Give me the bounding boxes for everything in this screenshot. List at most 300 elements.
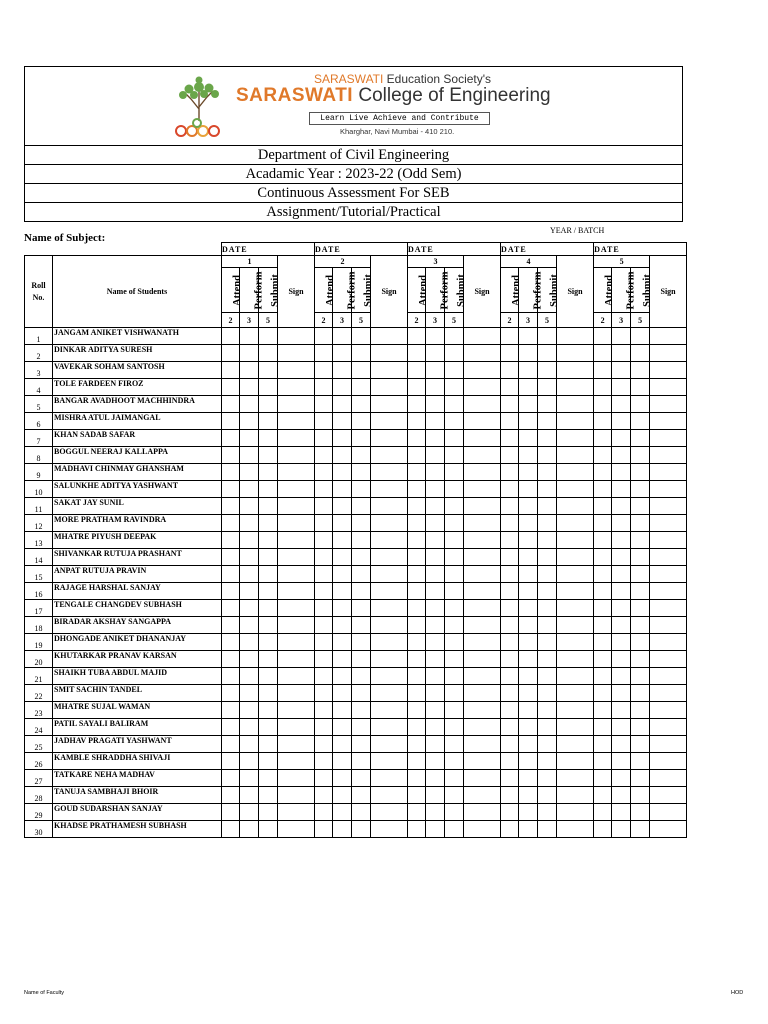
attend-cell[interactable] xyxy=(408,821,426,838)
submit-cell[interactable] xyxy=(631,396,650,413)
submit-cell[interactable] xyxy=(352,668,371,685)
perform-cell[interactable] xyxy=(426,498,445,515)
sign-cell[interactable] xyxy=(650,583,687,600)
attend-cell[interactable] xyxy=(222,685,240,702)
attend-cell[interactable] xyxy=(315,702,333,719)
perform-cell[interactable] xyxy=(333,481,352,498)
attend-cell[interactable] xyxy=(408,549,426,566)
perform-cell[interactable] xyxy=(333,345,352,362)
attend-cell[interactable] xyxy=(594,719,612,736)
attend-cell[interactable] xyxy=(315,549,333,566)
sign-cell[interactable] xyxy=(557,600,594,617)
attend-cell[interactable] xyxy=(315,362,333,379)
submit-cell[interactable] xyxy=(352,464,371,481)
sign-cell[interactable] xyxy=(371,668,408,685)
sign-cell[interactable] xyxy=(557,702,594,719)
submit-cell[interactable] xyxy=(259,821,278,838)
perform-cell[interactable] xyxy=(240,600,259,617)
submit-cell[interactable] xyxy=(352,787,371,804)
attend-cell[interactable] xyxy=(222,770,240,787)
perform-cell[interactable] xyxy=(519,702,538,719)
attend-cell[interactable] xyxy=(408,668,426,685)
submit-cell[interactable] xyxy=(445,362,464,379)
attend-cell[interactable] xyxy=(501,787,519,804)
submit-cell[interactable] xyxy=(445,787,464,804)
attend-cell[interactable] xyxy=(222,617,240,634)
attend-cell[interactable] xyxy=(222,413,240,430)
perform-cell[interactable] xyxy=(240,668,259,685)
attend-cell[interactable] xyxy=(408,702,426,719)
sign-cell[interactable] xyxy=(278,617,315,634)
perform-cell[interactable] xyxy=(426,464,445,481)
submit-cell[interactable] xyxy=(631,430,650,447)
sign-cell[interactable] xyxy=(464,634,501,651)
sign-cell[interactable] xyxy=(650,736,687,753)
perform-cell[interactable] xyxy=(612,532,631,549)
attend-cell[interactable] xyxy=(222,345,240,362)
perform-cell[interactable] xyxy=(612,685,631,702)
sign-cell[interactable] xyxy=(650,549,687,566)
perform-cell[interactable] xyxy=(240,515,259,532)
attend-cell[interactable] xyxy=(315,515,333,532)
perform-cell[interactable] xyxy=(333,566,352,583)
sign-cell[interactable] xyxy=(278,719,315,736)
sign-cell[interactable] xyxy=(650,770,687,787)
perform-cell[interactable] xyxy=(333,396,352,413)
sign-cell[interactable] xyxy=(650,804,687,821)
submit-cell[interactable] xyxy=(445,447,464,464)
sign-cell[interactable] xyxy=(278,481,315,498)
attend-cell[interactable] xyxy=(594,804,612,821)
sign-cell[interactable] xyxy=(371,498,408,515)
sign-cell[interactable] xyxy=(557,634,594,651)
submit-cell[interactable] xyxy=(445,821,464,838)
submit-cell[interactable] xyxy=(631,804,650,821)
sign-cell[interactable] xyxy=(278,821,315,838)
perform-cell[interactable] xyxy=(612,787,631,804)
attend-cell[interactable] xyxy=(222,464,240,481)
attend-cell[interactable] xyxy=(594,379,612,396)
perform-cell[interactable] xyxy=(333,379,352,396)
attend-cell[interactable] xyxy=(408,753,426,770)
attend-cell[interactable] xyxy=(315,600,333,617)
submit-cell[interactable] xyxy=(631,617,650,634)
sign-cell[interactable] xyxy=(557,651,594,668)
attend-cell[interactable] xyxy=(501,770,519,787)
attend-cell[interactable] xyxy=(222,651,240,668)
sign-cell[interactable] xyxy=(278,583,315,600)
submit-cell[interactable] xyxy=(352,413,371,430)
submit-cell[interactable] xyxy=(445,685,464,702)
sign-cell[interactable] xyxy=(464,651,501,668)
perform-cell[interactable] xyxy=(426,600,445,617)
sign-cell[interactable] xyxy=(650,345,687,362)
attend-cell[interactable] xyxy=(222,498,240,515)
attend-cell[interactable] xyxy=(501,345,519,362)
perform-cell[interactable] xyxy=(240,702,259,719)
submit-cell[interactable] xyxy=(631,600,650,617)
submit-cell[interactable] xyxy=(538,634,557,651)
perform-cell[interactable] xyxy=(333,430,352,447)
sign-cell[interactable] xyxy=(650,464,687,481)
submit-cell[interactable] xyxy=(538,413,557,430)
submit-cell[interactable] xyxy=(538,362,557,379)
attend-cell[interactable] xyxy=(408,634,426,651)
sign-cell[interactable] xyxy=(278,685,315,702)
submit-cell[interactable] xyxy=(352,685,371,702)
perform-cell[interactable] xyxy=(519,566,538,583)
submit-cell[interactable] xyxy=(352,532,371,549)
sign-cell[interactable] xyxy=(650,481,687,498)
submit-cell[interactable] xyxy=(631,583,650,600)
attend-cell[interactable] xyxy=(501,447,519,464)
perform-cell[interactable] xyxy=(612,770,631,787)
perform-cell[interactable] xyxy=(612,379,631,396)
attend-cell[interactable] xyxy=(315,770,333,787)
perform-cell[interactable] xyxy=(519,753,538,770)
perform-cell[interactable] xyxy=(426,685,445,702)
submit-cell[interactable] xyxy=(259,328,278,345)
perform-cell[interactable] xyxy=(333,719,352,736)
attend-cell[interactable] xyxy=(501,396,519,413)
submit-cell[interactable] xyxy=(352,821,371,838)
sign-cell[interactable] xyxy=(464,464,501,481)
perform-cell[interactable] xyxy=(426,345,445,362)
sign-cell[interactable] xyxy=(650,498,687,515)
attend-cell[interactable] xyxy=(501,685,519,702)
submit-cell[interactable] xyxy=(538,396,557,413)
perform-cell[interactable] xyxy=(612,328,631,345)
sign-cell[interactable] xyxy=(371,685,408,702)
submit-cell[interactable] xyxy=(352,719,371,736)
attend-cell[interactable] xyxy=(501,600,519,617)
perform-cell[interactable] xyxy=(240,804,259,821)
sign-cell[interactable] xyxy=(464,804,501,821)
attend-cell[interactable] xyxy=(222,719,240,736)
perform-cell[interactable] xyxy=(519,668,538,685)
submit-cell[interactable] xyxy=(538,651,557,668)
submit-cell[interactable] xyxy=(631,634,650,651)
attend-cell[interactable] xyxy=(501,617,519,634)
sign-cell[interactable] xyxy=(557,345,594,362)
attend-cell[interactable] xyxy=(408,498,426,515)
perform-cell[interactable] xyxy=(519,787,538,804)
submit-cell[interactable] xyxy=(259,566,278,583)
submit-cell[interactable] xyxy=(445,430,464,447)
attend-cell[interactable] xyxy=(594,362,612,379)
perform-cell[interactable] xyxy=(519,532,538,549)
submit-cell[interactable] xyxy=(259,617,278,634)
attend-cell[interactable] xyxy=(501,753,519,770)
submit-cell[interactable] xyxy=(352,566,371,583)
attend-cell[interactable] xyxy=(315,736,333,753)
attend-cell[interactable] xyxy=(222,668,240,685)
submit-cell[interactable] xyxy=(352,481,371,498)
sign-cell[interactable] xyxy=(278,770,315,787)
sign-cell[interactable] xyxy=(371,379,408,396)
perform-cell[interactable] xyxy=(612,804,631,821)
submit-cell[interactable] xyxy=(352,634,371,651)
perform-cell[interactable] xyxy=(426,362,445,379)
submit-cell[interactable] xyxy=(445,583,464,600)
submit-cell[interactable] xyxy=(631,651,650,668)
submit-cell[interactable] xyxy=(538,328,557,345)
submit-cell[interactable] xyxy=(538,685,557,702)
sign-cell[interactable] xyxy=(464,600,501,617)
perform-cell[interactable] xyxy=(333,804,352,821)
perform-cell[interactable] xyxy=(519,396,538,413)
attend-cell[interactable] xyxy=(408,464,426,481)
submit-cell[interactable] xyxy=(538,430,557,447)
perform-cell[interactable] xyxy=(612,821,631,838)
perform-cell[interactable] xyxy=(240,481,259,498)
sign-cell[interactable] xyxy=(557,770,594,787)
submit-cell[interactable] xyxy=(631,549,650,566)
perform-cell[interactable] xyxy=(612,515,631,532)
sign-cell[interactable] xyxy=(464,583,501,600)
submit-cell[interactable] xyxy=(259,532,278,549)
perform-cell[interactable] xyxy=(612,583,631,600)
attend-cell[interactable] xyxy=(222,515,240,532)
submit-cell[interactable] xyxy=(538,464,557,481)
sign-cell[interactable] xyxy=(464,430,501,447)
perform-cell[interactable] xyxy=(333,447,352,464)
perform-cell[interactable] xyxy=(612,396,631,413)
submit-cell[interactable] xyxy=(352,651,371,668)
sign-cell[interactable] xyxy=(278,362,315,379)
submit-cell[interactable] xyxy=(259,430,278,447)
attend-cell[interactable] xyxy=(501,464,519,481)
sign-cell[interactable] xyxy=(650,634,687,651)
submit-cell[interactable] xyxy=(445,719,464,736)
sign-cell[interactable] xyxy=(371,804,408,821)
sign-cell[interactable] xyxy=(464,345,501,362)
sign-cell[interactable] xyxy=(371,464,408,481)
attend-cell[interactable] xyxy=(315,413,333,430)
attend-cell[interactable] xyxy=(222,753,240,770)
attend-cell[interactable] xyxy=(594,736,612,753)
perform-cell[interactable] xyxy=(426,634,445,651)
sign-cell[interactable] xyxy=(650,447,687,464)
submit-cell[interactable] xyxy=(538,532,557,549)
perform-cell[interactable] xyxy=(426,736,445,753)
attend-cell[interactable] xyxy=(315,345,333,362)
sign-cell[interactable] xyxy=(557,668,594,685)
sign-cell[interactable] xyxy=(371,719,408,736)
sign-cell[interactable] xyxy=(557,549,594,566)
sign-cell[interactable] xyxy=(278,328,315,345)
sign-cell[interactable] xyxy=(650,685,687,702)
attend-cell[interactable] xyxy=(594,702,612,719)
perform-cell[interactable] xyxy=(240,396,259,413)
perform-cell[interactable] xyxy=(519,821,538,838)
attend-cell[interactable] xyxy=(594,668,612,685)
attend-cell[interactable] xyxy=(408,685,426,702)
sign-cell[interactable] xyxy=(278,498,315,515)
sign-cell[interactable] xyxy=(557,328,594,345)
attend-cell[interactable] xyxy=(594,821,612,838)
perform-cell[interactable] xyxy=(519,362,538,379)
sign-cell[interactable] xyxy=(464,498,501,515)
perform-cell[interactable] xyxy=(333,651,352,668)
perform-cell[interactable] xyxy=(519,651,538,668)
perform-cell[interactable] xyxy=(333,583,352,600)
attend-cell[interactable] xyxy=(222,447,240,464)
perform-cell[interactable] xyxy=(612,464,631,481)
sign-cell[interactable] xyxy=(464,532,501,549)
attend-cell[interactable] xyxy=(594,753,612,770)
sign-cell[interactable] xyxy=(650,753,687,770)
submit-cell[interactable] xyxy=(259,481,278,498)
submit-cell[interactable] xyxy=(631,770,650,787)
attend-cell[interactable] xyxy=(315,685,333,702)
submit-cell[interactable] xyxy=(352,498,371,515)
submit-cell[interactable] xyxy=(352,328,371,345)
submit-cell[interactable] xyxy=(631,702,650,719)
perform-cell[interactable] xyxy=(240,651,259,668)
perform-cell[interactable] xyxy=(333,328,352,345)
sign-cell[interactable] xyxy=(557,736,594,753)
sign-cell[interactable] xyxy=(557,532,594,549)
perform-cell[interactable] xyxy=(519,413,538,430)
perform-cell[interactable] xyxy=(519,685,538,702)
perform-cell[interactable] xyxy=(426,532,445,549)
sign-cell[interactable] xyxy=(650,651,687,668)
sign-cell[interactable] xyxy=(371,583,408,600)
submit-cell[interactable] xyxy=(352,515,371,532)
attend-cell[interactable] xyxy=(408,430,426,447)
submit-cell[interactable] xyxy=(445,498,464,515)
submit-cell[interactable] xyxy=(631,753,650,770)
sign-cell[interactable] xyxy=(278,345,315,362)
attend-cell[interactable] xyxy=(408,719,426,736)
attend-cell[interactable] xyxy=(408,345,426,362)
sign-cell[interactable] xyxy=(371,736,408,753)
perform-cell[interactable] xyxy=(519,481,538,498)
submit-cell[interactable] xyxy=(352,753,371,770)
sign-cell[interactable] xyxy=(650,362,687,379)
submit-cell[interactable] xyxy=(445,379,464,396)
submit-cell[interactable] xyxy=(352,583,371,600)
submit-cell[interactable] xyxy=(538,770,557,787)
sign-cell[interactable] xyxy=(557,753,594,770)
submit-cell[interactable] xyxy=(259,736,278,753)
perform-cell[interactable] xyxy=(240,447,259,464)
perform-cell[interactable] xyxy=(519,328,538,345)
attend-cell[interactable] xyxy=(594,600,612,617)
attend-cell[interactable] xyxy=(501,328,519,345)
attend-cell[interactable] xyxy=(501,362,519,379)
submit-cell[interactable] xyxy=(259,549,278,566)
attend-cell[interactable] xyxy=(315,481,333,498)
submit-cell[interactable] xyxy=(352,447,371,464)
sign-cell[interactable] xyxy=(278,787,315,804)
submit-cell[interactable] xyxy=(445,566,464,583)
perform-cell[interactable] xyxy=(426,719,445,736)
sign-cell[interactable] xyxy=(557,787,594,804)
perform-cell[interactable] xyxy=(426,787,445,804)
perform-cell[interactable] xyxy=(612,481,631,498)
perform-cell[interactable] xyxy=(612,702,631,719)
submit-cell[interactable] xyxy=(352,617,371,634)
sign-cell[interactable] xyxy=(371,787,408,804)
perform-cell[interactable] xyxy=(240,753,259,770)
sign-cell[interactable] xyxy=(650,600,687,617)
perform-cell[interactable] xyxy=(426,413,445,430)
submit-cell[interactable] xyxy=(445,770,464,787)
perform-cell[interactable] xyxy=(612,566,631,583)
perform-cell[interactable] xyxy=(333,617,352,634)
sign-cell[interactable] xyxy=(650,702,687,719)
sign-cell[interactable] xyxy=(557,719,594,736)
attend-cell[interactable] xyxy=(408,515,426,532)
submit-cell[interactable] xyxy=(445,328,464,345)
sign-cell[interactable] xyxy=(650,617,687,634)
submit-cell[interactable] xyxy=(538,821,557,838)
perform-cell[interactable] xyxy=(612,736,631,753)
sign-cell[interactable] xyxy=(371,770,408,787)
attend-cell[interactable] xyxy=(315,498,333,515)
perform-cell[interactable] xyxy=(519,430,538,447)
sign-cell[interactable] xyxy=(278,464,315,481)
submit-cell[interactable] xyxy=(259,464,278,481)
attend-cell[interactable] xyxy=(594,787,612,804)
submit-cell[interactable] xyxy=(352,379,371,396)
submit-cell[interactable] xyxy=(538,804,557,821)
perform-cell[interactable] xyxy=(519,515,538,532)
submit-cell[interactable] xyxy=(445,413,464,430)
attend-cell[interactable] xyxy=(222,328,240,345)
submit-cell[interactable] xyxy=(445,651,464,668)
submit-cell[interactable] xyxy=(631,668,650,685)
perform-cell[interactable] xyxy=(519,804,538,821)
perform-cell[interactable] xyxy=(519,549,538,566)
sign-cell[interactable] xyxy=(464,685,501,702)
sign-cell[interactable] xyxy=(557,821,594,838)
perform-cell[interactable] xyxy=(612,719,631,736)
attend-cell[interactable] xyxy=(501,583,519,600)
submit-cell[interactable] xyxy=(445,804,464,821)
sign-cell[interactable] xyxy=(371,515,408,532)
sign-cell[interactable] xyxy=(371,447,408,464)
attend-cell[interactable] xyxy=(315,651,333,668)
perform-cell[interactable] xyxy=(240,821,259,838)
perform-cell[interactable] xyxy=(240,736,259,753)
attend-cell[interactable] xyxy=(408,447,426,464)
attend-cell[interactable] xyxy=(594,498,612,515)
sign-cell[interactable] xyxy=(371,651,408,668)
perform-cell[interactable] xyxy=(519,447,538,464)
sign-cell[interactable] xyxy=(464,736,501,753)
attend-cell[interactable] xyxy=(501,651,519,668)
attend-cell[interactable] xyxy=(222,481,240,498)
perform-cell[interactable] xyxy=(426,617,445,634)
submit-cell[interactable] xyxy=(538,583,557,600)
submit-cell[interactable] xyxy=(259,515,278,532)
sign-cell[interactable] xyxy=(278,379,315,396)
submit-cell[interactable] xyxy=(352,770,371,787)
attend-cell[interactable] xyxy=(315,566,333,583)
sign-cell[interactable] xyxy=(371,481,408,498)
attend-cell[interactable] xyxy=(501,532,519,549)
submit-cell[interactable] xyxy=(259,702,278,719)
submit-cell[interactable] xyxy=(352,549,371,566)
sign-cell[interactable] xyxy=(371,549,408,566)
attend-cell[interactable] xyxy=(222,600,240,617)
perform-cell[interactable] xyxy=(240,379,259,396)
attend-cell[interactable] xyxy=(408,736,426,753)
perform-cell[interactable] xyxy=(612,362,631,379)
